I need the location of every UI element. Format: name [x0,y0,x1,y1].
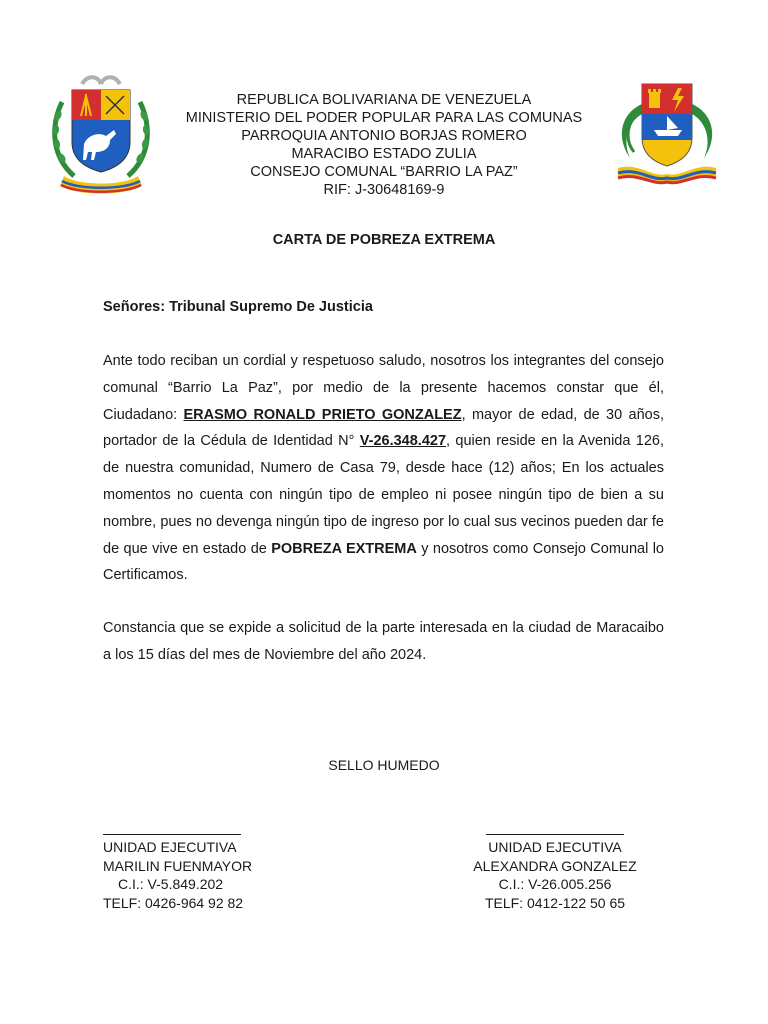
header-ministry: MINISTERIO DEL PODER POPULAR PARA LAS COMUNAS [185,110,583,126]
signer-name: MARILIN FUENMAYOR [103,857,253,874]
letterhead [160,91,608,199]
signer-phone: TELF: 0426-964 92 82 [103,895,244,912]
document-title: CARTA DE POBREZA EXTREMA [272,232,496,248]
header-parish: PARROQUIA ANTONIO BORJAS ROMERO [241,128,527,144]
header-council: CONSEJO COMUNAL “BARRIO LA PAZ” [250,164,518,180]
signature-block-left [103,838,252,913]
issuance-paragraph: Constancia que se expide a solicitud de la parte interesada en la ciudad de Maracaibo a los 15 días del mes de Noviembre del año 2024. [103,620,664,663]
header-republic: REPUBLICA BOLIVARIANA DE VENEZUELA [236,92,532,108]
signer-role: UNIDAD EJECUTIVA [103,839,237,855]
body-text-part: Ante todo reciban un cordial y respetuoso saludo, nosotros los integrantes del consejo comunal “Barrio La Paz”, por medio de la presente hacemos constar que él, Ciudadano: [103,353,664,423]
signer-role: UNIDAD EJECUTIVA [488,839,622,855]
addressee: Señores: Tribunal Supremo De Justicia [103,299,373,315]
signature-line [103,834,241,835]
citizen-name: ERASMO RONALD PRIETO GONZALEZ [183,406,462,423]
signer-name: ALEXANDRA GONZALEZ [473,857,637,874]
signer-phone: TELF: 0412-122 50 65 [484,895,626,912]
header-rif: RIF: J-30648169-9 [323,182,445,198]
citizen-id-number: V-26.348.427 [359,433,447,450]
signer-id: C.I.: V-26.005.256 [498,876,612,893]
zulia-coat-of-arms-icon [612,78,722,194]
body-text-part: y nosotros como Consejo Comunal lo Certificamos. [103,540,665,584]
signature-block-right [470,838,640,913]
body-paragraph [103,348,664,589]
header-city-state: MARACIBO ESTADO ZULIA [291,146,477,162]
signer-id: C.I.: V-5.849.202 [118,876,224,893]
signature-line [486,834,624,835]
body-text-part: , quien reside en la Avenida 126, de nuestra comunidad, Numero de Casa 79, desde hace (12) años; En los actuales momentos no cuenta con ningún tipo de empleo ni posee ningún tipo de bien a su nombre, pues no devenga ningún tipo de ingreso por lo cual sus vecinos pueden dar fe de que vive en estado de [103,433,664,557]
body-text-part: , mayor de edad, de 30 años, portador de la Cédula de Identidad N° [103,406,664,450]
seal-placeholder: SELLO HUMEDO [328,757,440,773]
venezuela-coat-of-arms-icon [48,72,154,198]
poverty-status: POBREZA EXTREMA [271,540,417,557]
